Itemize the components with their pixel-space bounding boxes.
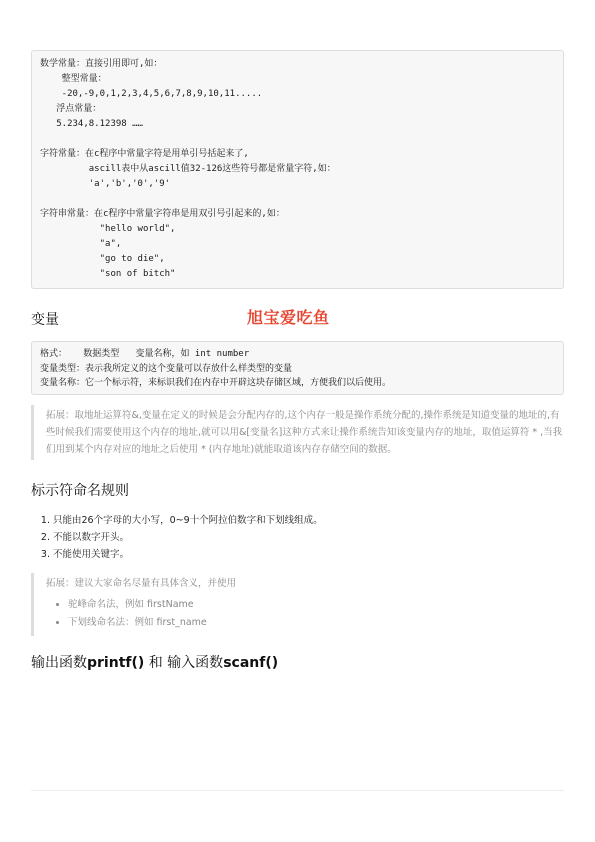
code-line: "a", — [40, 239, 122, 249]
naming-style-list — [46, 596, 564, 632]
naming-note — [31, 573, 564, 636]
code-line: 整型常量： — [40, 74, 107, 84]
note-title: 拓展：建议大家命名尽量有具体含义，并使用 — [46, 578, 237, 589]
code-line: 数学常量：直接引用即可,如： — [40, 59, 163, 69]
printf-name: printf() — [87, 655, 145, 671]
io-functions-heading — [31, 652, 564, 672]
constants-code-block — [31, 50, 564, 289]
code-line: "hello world", — [40, 224, 176, 234]
identifier-heading-text: 标示符命名规则 — [31, 483, 129, 499]
list-item: 2. 不能以数字开头。 — [53, 529, 564, 546]
heading-part: 输出函数 — [31, 655, 87, 671]
address-operator-note — [31, 405, 564, 460]
code-line: 变量类型：表示我所定义的这个变量可以存放什么样类型的变量 — [40, 363, 293, 374]
page-footer-divider — [31, 790, 564, 791]
code-line: -20,-9,0,1,2,3,4,5,6,7,8,9,10,11..... — [40, 89, 263, 99]
identifier-rules-list — [31, 512, 564, 563]
code-line: "go to die", — [40, 254, 165, 264]
list-item: 1. 只能由26个字母的大小写，0~9十个阿拉伯数字和下划线组成。 — [53, 512, 564, 529]
list-item: • 下划线命名法：例如 first_name — [68, 614, 564, 632]
code-line: 5.234,8.12398 …… — [40, 119, 143, 129]
author-watermark: 旭宝爱吃鱼 — [247, 308, 330, 327]
code-line — [40, 132, 555, 147]
list-item: • 驼峰命名法，例如 firstName — [68, 596, 564, 614]
code-line: 浮点常量： — [40, 104, 102, 114]
code-line: 变量名称：它一个标示符，来标识我们在内存中开辟这块存储区域，方便我们以后使用。 — [40, 378, 392, 388]
note-text: 拓展：取地址运算符&,变量在定义的时候是会分配内存的,这个内存一般是操作系统分配的,操作系统是知道变量的地址的,有些时候我们需要使用这个内存的地址,就可以用&[变量名]这种方式来让操作系统告知该变量内存的地址，取值运算符 * ,当我们用到某个内存对应的地址之后使用 * (内存地址)就能取道该内存存储空间的数据。 — [46, 410, 563, 455]
code-line: 'a','b','0','9' — [40, 179, 171, 189]
code-line: 字符常量：在c程序中常量字符是用单引号括起来了, — [40, 149, 249, 159]
scanf-name: scanf() — [223, 655, 279, 671]
list-item: 3. 不能使用关键字。 — [53, 546, 564, 563]
document-page — [31, 50, 564, 672]
code-line: 字符串常量：在c程序中常量字符串是用双引号引起来的,如： — [40, 209, 285, 219]
identifier-heading — [31, 480, 564, 500]
variable-heading-text: 变量 — [31, 312, 59, 328]
variable-code-block — [31, 341, 564, 395]
code-line: ascill表中从ascill值32-126这些符号都是常量字符,如： — [40, 164, 336, 174]
variable-heading — [31, 309, 564, 329]
code-line: 格式： 数据类型 变量名称，如 int number — [40, 349, 250, 359]
code-line: "son of bitch" — [40, 269, 176, 279]
heading-part: 和 输入函数 — [144, 655, 224, 671]
code-line — [40, 192, 555, 207]
